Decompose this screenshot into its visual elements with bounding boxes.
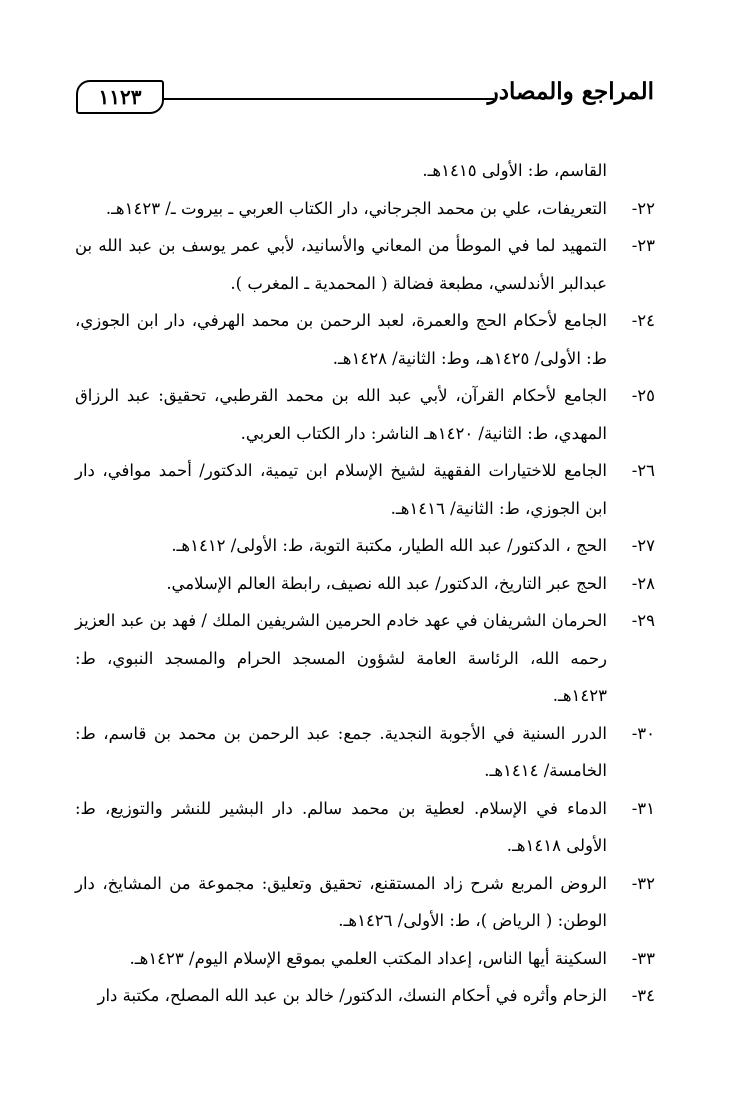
page-number: ١١٢٣ bbox=[76, 80, 164, 114]
entry-number: ٢٣- bbox=[631, 236, 655, 255]
entry-number: ٢٧- bbox=[631, 536, 655, 555]
reference-entry bbox=[75, 865, 655, 940]
entry-number: ٢٩- bbox=[631, 611, 655, 630]
entry-number: ٢٨- bbox=[631, 573, 655, 593]
entry-number: ٢٦- bbox=[631, 461, 655, 480]
reference-entry bbox=[75, 940, 655, 978]
entry-number: ٢٥- bbox=[631, 386, 655, 405]
reference-entry bbox=[75, 565, 655, 603]
reference-entry bbox=[75, 227, 655, 302]
entry-text: الحج عبر التاريخ، الدكتور/ عبد الله نصيف، رابطة العالم الإسلامي. bbox=[166, 573, 607, 593]
entry-text: الزحام وأثره في أحكام النسك، الدكتور/ خالد بن عبد الله المصلح، مكتبة دار bbox=[97, 986, 607, 1005]
entry-text: القاسم، ط: الأولى ١٤١٥هـ. bbox=[422, 161, 607, 180]
entry-number: ٣٣- bbox=[631, 948, 655, 968]
entry-number: ٣٠- bbox=[631, 723, 655, 743]
page-header bbox=[72, 74, 654, 120]
entry-text: التعريفات، علي بن محمد الجرجاني، دار الكتاب العربي ـ بيروت ـ/ ١٤٢٣هـ. bbox=[105, 198, 607, 218]
reference-entry bbox=[75, 527, 655, 565]
reference-entry bbox=[75, 977, 655, 1015]
entry-number: ٢٤- bbox=[631, 311, 655, 330]
header-rule bbox=[164, 98, 494, 100]
entry-text: الدماء في الإسلام. لعطية بن محمد سالم. دار البشير للنشر والتوزيع، ط: الأولى ١٤١٨هـ. bbox=[75, 798, 607, 855]
reference-entry bbox=[75, 190, 655, 228]
running-title: المراجع والمصادر bbox=[487, 78, 654, 105]
entry-number: ٣٢- bbox=[631, 873, 655, 893]
reference-entry bbox=[75, 602, 655, 715]
entry-text: الحرمان الشريفان في عهد خادم الحرمين الشريفين الملك / فهد بن عبد العزيز رحمه الله، الرئاسة العامة لشؤون المسجد الحرام والمسجد النبوي، ط: ١٤٢٣هـ. bbox=[75, 611, 607, 705]
reference-entry bbox=[75, 377, 655, 452]
reference-entry bbox=[75, 790, 655, 865]
entry-number: ٣٤- bbox=[631, 986, 655, 1005]
entry-text: الحج ، الدكتور/ عبد الله الطيار، مكتبة التوبة، ط: الأولى/ ١٤١٢هـ. bbox=[171, 536, 607, 555]
entry-text: الجامع لأحكام القرآن، لأبي عبد الله بن محمد القرطبي، تحقيق: عبد الرزاق المهدي، ط: الثانية/ ١٤٢٠هـ الناشر: دار الكتاب العربي. bbox=[75, 386, 607, 443]
references-list bbox=[75, 152, 655, 1015]
reference-entry bbox=[75, 452, 655, 527]
entry-text: الجامع لأحكام الحج والعمرة، لعبد الرحمن بن محمد الهرفي، دار ابن الجوزي، ط: الأولى/ ١٤٢٥هـ، وط: الثانية/ ١٤٢٨هـ. bbox=[75, 311, 607, 368]
entry-text: الدرر السنية في الأجوبة النجدية. جمع: عبد الرحمن بن محمد بن قاسم، ط: الخامسة/ ١٤١٤هـ. bbox=[75, 723, 607, 780]
reference-entry bbox=[75, 152, 655, 190]
reference-entry bbox=[75, 715, 655, 790]
reference-entry bbox=[75, 302, 655, 377]
entry-text: الروض المربع شرح زاد المستقنع، تحقيق وتعليق: مجموعة من المشايخ، دار الوطن: ( الرياض )، ط: الأولى/ ١٤٢٦هـ. bbox=[75, 873, 607, 930]
entry-number: ٣١- bbox=[631, 798, 655, 818]
entry-text: التمهيد لما في الموطأ من المعاني والأسانيد، لأبي عمر يوسف بن عبد الله بن عبدالبر الأندلسي، مطبعة فضالة ( المحمدية ـ المغرب ). bbox=[75, 236, 607, 293]
entry-text: السكينة أيها الناس، إعداد المكتب العلمي بموقع الإسلام اليوم/ ١٤٢٣هـ. bbox=[129, 948, 607, 968]
entry-number: ٢٢- bbox=[631, 198, 655, 218]
entry-text: الجامع للاختيارات الفقهية لشيخ الإسلام ابن تيمية، الدكتور/ أحمد موافي، دار ابن الجوزي، ط: الثانية/ ١٤١٦هـ. bbox=[75, 461, 607, 518]
